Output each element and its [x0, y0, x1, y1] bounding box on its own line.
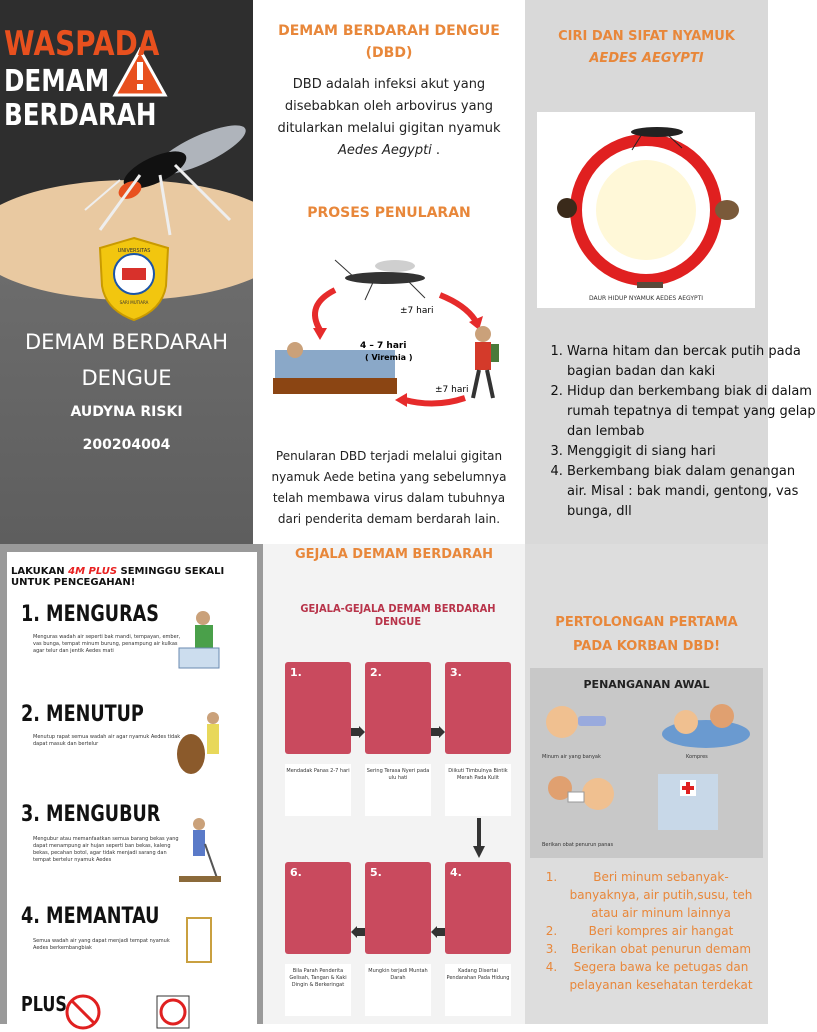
symptom-number: 4. [450, 866, 462, 879]
symptom-card-6 [285, 862, 351, 954]
svg-text:SARI MUTIARA: SARI MUTIARA [119, 300, 149, 305]
trait-item: 1. Warna hitam dan bercak putih pada bagian badan dan kaki [567, 342, 817, 382]
intro-body-text: DBD adalah infeksi akut yang disebabkan oleh arbovirus yang ditularkan melalui gigitan nyamuk [277, 77, 501, 136]
symptom-number: 1. [290, 666, 302, 679]
compress-icon [656, 698, 756, 752]
intro-body [261, 74, 517, 162]
larva-icon [637, 282, 663, 288]
prevention-header-post: SEMINGGU SEKALI UNTUK PENCEGAHAN! [11, 566, 225, 588]
cover-panel [0, 0, 253, 544]
container-icon [183, 914, 217, 968]
life-cycle-diagram [537, 112, 755, 308]
symptoms-heading: GEJALA DEMAM BERDARAH [294, 547, 494, 562]
prevention-panel [0, 544, 263, 1024]
symptom-caption-3: Diikuti Timbulnya Bintik Merah Pada Kulit [445, 764, 511, 816]
image-caption-2: Kompres [686, 754, 708, 760]
intro-heading-line-2: (DBD) [365, 45, 413, 61]
diagram-label-bottom: ±7 hari [435, 385, 469, 395]
water-jar-icon [175, 708, 225, 778]
step-title-memantau: 4. MEMANTAU [21, 904, 160, 929]
step-desc-memantau: Semua wadah air yang dapat menjadi tempat nyamuk Aedes berkembangbiak [33, 938, 170, 951]
prevention-poster [7, 552, 257, 1032]
step-title-mengubur: 3. MENGUBUR [21, 802, 161, 827]
arrow-down-icon [473, 818, 485, 858]
diagram-label-viremia: ( Viremia ) [365, 353, 413, 362]
arrow-left-icon [351, 926, 365, 938]
medicine-icon [538, 768, 628, 828]
first-aid-steps-list [525, 868, 761, 994]
trait-item: 3. Menggigit di siang hari [567, 442, 817, 462]
transmission-diagram [265, 250, 515, 410]
symptom-caption-4: Kadang Disertai Pendarahan Pada Hidung [445, 964, 511, 1016]
hero-line-3: BERDARAH [4, 98, 157, 133]
prevention-header [11, 566, 257, 588]
trait-item: 2. Hidup dan berkembang biak di dalam rumah tepatnya di tempat yang gelap dan lembab [567, 382, 817, 442]
egg-cluster-icon [557, 198, 577, 218]
step-title-menutup: 2. MENUTUP [21, 702, 144, 727]
first-aid-step: 1. Beri minum sebanyak-banyaknya, air putih,susu, teh atau air minum lainnya [561, 868, 761, 922]
prevention-header-pre: LAKUKAN [11, 566, 65, 577]
symptom-card-2 [365, 662, 431, 754]
mosquito-heading-line-2: AEDES AEGYPTI [589, 51, 704, 66]
image-caption-3: Berikan obat penurun panas [542, 842, 614, 848]
hero-line-1: WASPADA [4, 24, 160, 64]
prohibition-icon [153, 992, 193, 1032]
cover-hero-image [0, 0, 253, 264]
prevention-header-brand: 4M PLUS [68, 566, 118, 577]
symptom-caption-5: Mungkin terjadi Muntah Darah [365, 964, 431, 1016]
mosquito-traits-list [525, 342, 817, 522]
image-caption-1: Minum air yang banyak [542, 754, 601, 760]
symptom-number: 6. [290, 866, 302, 879]
symptom-caption-1: Mendadak Panas 2-7 hari [285, 764, 351, 816]
first-aid-heading-line-1: PERTOLONGAN PERTAMA [555, 615, 738, 630]
no-mosquito-icon [63, 992, 103, 1032]
first-aid-step: 4. Segera bawa ke petugas dan pelayanan kesehatan terdekat [561, 958, 761, 994]
symptom-number: 5. [370, 866, 382, 879]
symptom-card-5 [365, 862, 431, 954]
university-logo [96, 236, 172, 322]
symptom-caption-2: Sering Terasa Nyeri pada ulu hati [365, 764, 431, 816]
arrow-icon [351, 726, 365, 738]
cover-title-line-2: DENGUE [81, 366, 172, 390]
pupa-icon [715, 200, 739, 220]
intro-heading-line-1: DEMAM BERDARAH DENGUE [278, 23, 500, 39]
first-aid-step: 2. Beri kompres air hangat [561, 922, 761, 940]
svg-text:UNIVERSITAS: UNIVERSITAS [117, 248, 151, 254]
diagram-label-top: ±7 hari [400, 306, 434, 316]
step-desc-mengubur: Mengubur atau memanfaatkan semua barang bekas yang dapat menampung air hujan seperti ban bekas, kaleng bekas, pecahan botol, agar tidak menjadi sarang dan tempat bertelur nyamuk Aedes [33, 836, 179, 863]
drinking-person-icon [538, 698, 608, 752]
trait-item: 4. Berkembang biak dalam genangan air. Misal : bak mandi, gentong, vas bunga, dll [567, 462, 817, 522]
cover-student-id: 200204004 [82, 437, 171, 453]
symptoms-subtitle: GEJALA-GEJALA DEMAM BERDARAH DENGUE [300, 602, 496, 628]
cycle-title: DAUR HIDUP NYAMUK AEDES AEGYPTI [588, 295, 704, 302]
mosquito-panel [525, 0, 816, 544]
symptom-card-1 [285, 662, 351, 754]
diagram-label-left: 4 – 7 hari [360, 341, 407, 351]
digging-person-icon [175, 814, 225, 884]
first-aid-panel [525, 544, 768, 1024]
plus-label: PLUS [21, 992, 67, 1016]
symptom-number: 2. [370, 666, 382, 679]
mosquito-icon [335, 260, 425, 300]
arrow-left-icon [431, 926, 445, 938]
hospital-icon [648, 764, 738, 834]
step-desc-menutup: Menutup rapat semua wadah air agar nyamuk Aedes tidak dapat masuk dan bertelur [33, 734, 181, 747]
cover-title-line-1: DEMAM BERDARAH [24, 330, 229, 354]
mosquito-heading-line-1: CIRI DAN SIFAT NYAMUK [558, 29, 735, 44]
cover-author: AUDYNA RISKI [70, 404, 183, 420]
first-aid-step: 3. Berikan obat penurun demam [561, 940, 761, 958]
arrow-icon [431, 726, 445, 738]
symptom-caption-6: Bila Parah Penderita Gelisah, Tangan & Kaki Dingin & Berkeringat [285, 964, 351, 1016]
transmission-heading: PROSES PENULARAN [307, 205, 471, 221]
step-title-menguras: 1. MENGURAS [21, 602, 159, 627]
basin-person-icon [175, 608, 225, 672]
symptom-number: 3. [450, 666, 462, 679]
intro-body-species: Aedes Aegypti [337, 143, 432, 158]
walking-person-icon [473, 326, 499, 398]
first-aid-heading-line-2: PADA KORBAN DBD! [572, 639, 721, 654]
hero-line-2: DEMAM [4, 64, 110, 99]
intro-panel [253, 0, 525, 544]
first-aid-illustration [530, 668, 763, 858]
step-desc-menguras: Menguras wadah air seperti bak mandi, tempayan, ember, vas bunga, tempat minum burung, penampung air kulkas agar telur dan jentik Aedes mati [33, 634, 181, 654]
intro-body-end: . [431, 143, 441, 158]
first-aid-image-title: PENANGANAN AWAL [583, 678, 710, 691]
symptom-card-4 [445, 862, 511, 954]
symptom-card-3 [445, 662, 511, 754]
transmission-text: Penularan DBD terjadi melalui gigitan nyamuk Aede betina yang sebelumnya telah membawa virus dalam tubuhnya dari penderita demam berdarah lain. [271, 449, 507, 526]
symptoms-panel [263, 544, 525, 1024]
